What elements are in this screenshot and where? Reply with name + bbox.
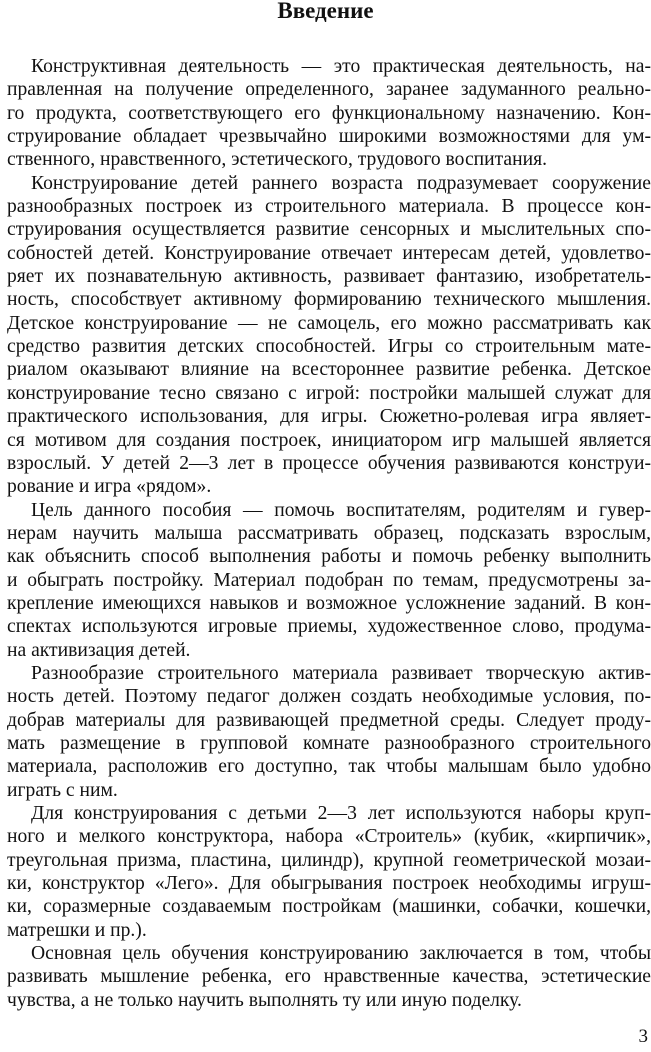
text-line: струирования осуществляется развитие сенсорных и мыслительных спо- bbox=[7, 219, 651, 241]
page-number: 3 bbox=[638, 1026, 648, 1047]
text-line: чувства, а не только научить выполнять ту или иную поделку. bbox=[7, 989, 522, 1011]
paragraph-3 bbox=[7, 499, 651, 662]
text-line: ность, способствует активному формированию технического мышления. bbox=[7, 289, 651, 311]
text-line: ки, соразмерные создаваемым постройкам (машинки, собачки, кошечки, bbox=[7, 896, 651, 918]
paragraph-6 bbox=[7, 942, 651, 1012]
text-line: взрослый. У детей 2—3 лет в процессе обучения развиваются конструи- bbox=[7, 452, 651, 474]
text-line: правленная на получение определенного, заранее задуманного реально- bbox=[7, 79, 651, 101]
text-line: Для конструирования с детьми 2—3 лет используются наборы круп- bbox=[31, 803, 651, 824]
text-line: матрешки и пр.). bbox=[7, 919, 147, 941]
text-line: ственного, нравственного, эстетического, трудового воспитания. bbox=[7, 149, 548, 171]
text-line: струирование обладает чрезвычайно широкими возможностями для ум- bbox=[7, 126, 651, 148]
text-line: средство развития детских способностей. Игры со строительным мате- bbox=[7, 336, 651, 358]
text-line: Цель данного пособия — помочь воспитателям, родителям и гувер- bbox=[31, 499, 651, 521]
text-line: разнообразных построек из строительного материала. В процессе кон- bbox=[7, 196, 651, 218]
text-line: го продукта, соответствующего его функциональному назначению. Кон- bbox=[7, 102, 651, 124]
text-line: практического использования, для игры. Сюжетно-ролевая игра являет- bbox=[7, 406, 651, 428]
text-line: Конструирование детей раннего возраста подразумевает сооружение bbox=[31, 172, 651, 194]
paragraph-4 bbox=[7, 662, 651, 802]
text-line: материала, расположив его доступно, так чтобы малышам было удобно bbox=[7, 756, 651, 778]
paragraph-1 bbox=[7, 55, 651, 172]
text-line: и обыграть постройку. Материал подобран по темам, предусмотрены за- bbox=[7, 569, 651, 591]
text-line: как объяснить способ выполнения работы и помочь ребенку выполнить bbox=[7, 546, 651, 568]
text-line: ряет их познавательную активность, развивает фантазию, изобретатель- bbox=[7, 266, 651, 288]
body-text bbox=[7, 55, 651, 1012]
text-line: ность детей. Поэтому педагог должен создать необходимые условия, по- bbox=[7, 686, 651, 708]
text-line: ки, конструктор «Лего». Для обыгрывания построек необходимы игруш- bbox=[7, 873, 651, 895]
text-line: собностей детей. Конструирование отвечает интересам детей, удовлетво- bbox=[7, 242, 651, 264]
text-line: развивать мышление ребенка, его нравственные качества, эстетические bbox=[7, 966, 651, 988]
text-line: мать размещение в групповой комнате разнообразного строительного bbox=[7, 732, 651, 754]
text-line: на активизация детей. bbox=[7, 639, 191, 661]
text-line: Конструктивная деятельность — это практическая деятельность, на- bbox=[31, 56, 651, 77]
text-line: играть с ним. bbox=[7, 779, 118, 801]
text-line: Разнообразие строительного материала развивает творческую актив- bbox=[31, 662, 651, 684]
text-line: ся мотивом для создания построек, инициатором игр малышей является bbox=[7, 429, 651, 451]
text-line: спектах используются игровые приемы, художественное слово, продума- bbox=[7, 616, 651, 638]
page-title: Введение bbox=[277, 0, 374, 23]
text-line: Основная цель обучения конструированию заключается в том, чтобы bbox=[31, 943, 651, 965]
text-line: риалом оказывают влияние на всестороннее развитие ребенка. Детское bbox=[7, 359, 651, 381]
paragraph-5 bbox=[7, 802, 651, 942]
text-line: крепление имеющихся навыков и возможное усложнение заданий. В кон- bbox=[7, 592, 651, 614]
text-line: ного и мелкого конструктора, набора «Строитель» (кубик, «кирпичик», bbox=[7, 826, 651, 848]
text-line: рование и игра «рядом». bbox=[7, 476, 212, 498]
text-line: треугольная призма, пластина, цилиндр), крупной геометрической мозаи- bbox=[7, 849, 651, 871]
text-line: добрав материалы для развивающей предметной среды. Следует проду- bbox=[7, 709, 651, 731]
paragraph-2 bbox=[7, 172, 651, 499]
text-line: нерам научить малыша рассматривать образец, подсказать взрослым, bbox=[7, 522, 651, 544]
text-line: Детское конструирование — не самоцель, его можно рассматривать как bbox=[7, 312, 651, 334]
text-line: конструирование тесно связано с игрой: постройки малышей служат для bbox=[7, 382, 651, 404]
